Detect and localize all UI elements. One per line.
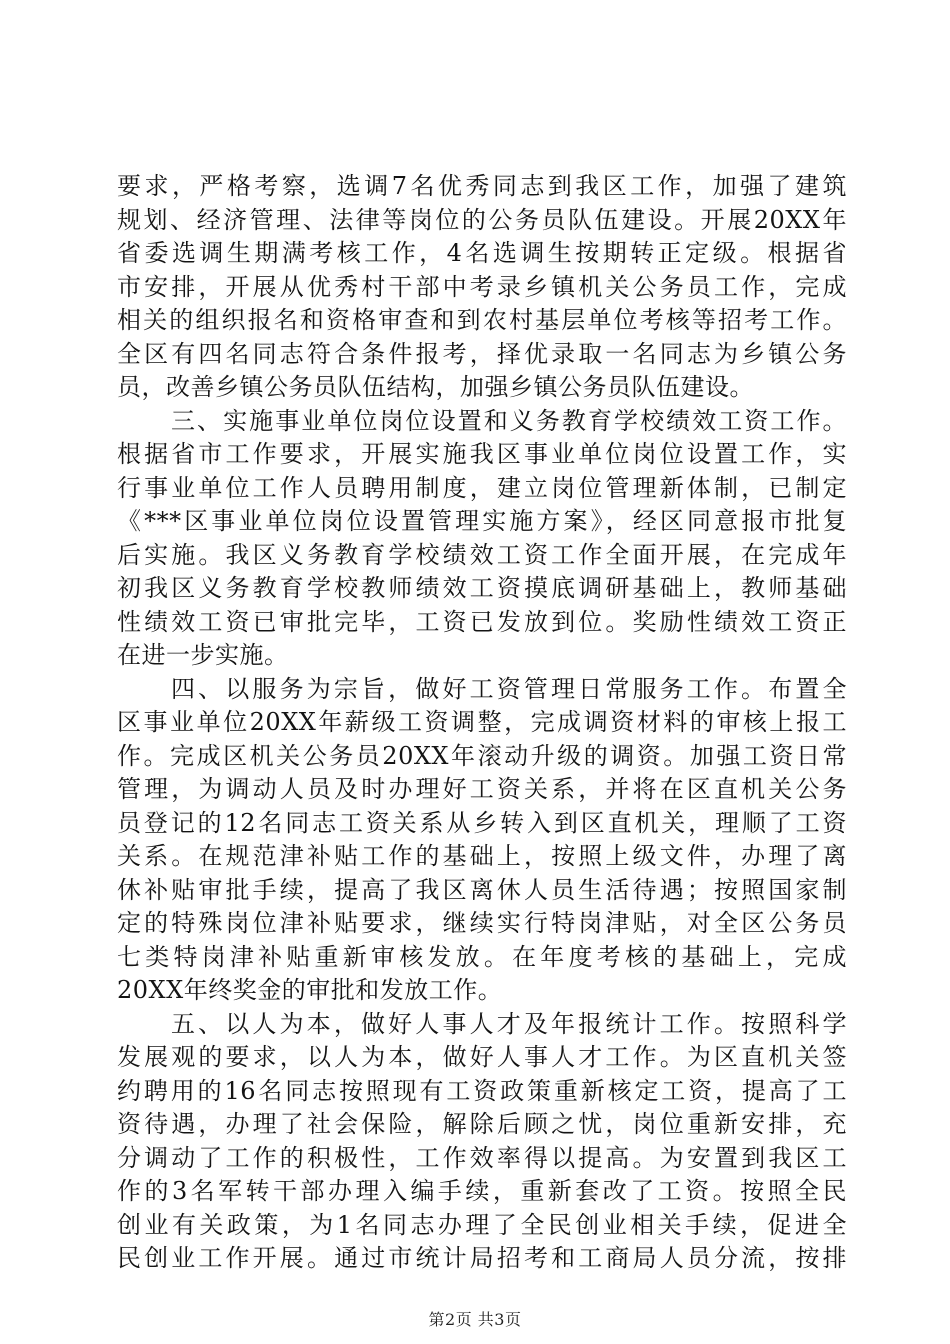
text-line: 创业有关政策，为1名同志办理了全民创业相关手续，促进全 (117, 1210, 847, 1239)
text-line: 初我区义务教育学校教师绩效工资摸底调研基础上，教师基础 (117, 574, 847, 602)
text-line: 《***区事业单位岗位设置管理实施方案》，经区同意报市批复 (117, 507, 847, 535)
text-line: 定的特殊岗位津补贴要求，继续实行特岗津贴，对全区公务员 (117, 909, 847, 937)
text-line: 省委选调生期满考核工作，4名选调生按期转正定级。根据省 (117, 239, 847, 267)
text-line: 性绩效工资已审批完毕，工资已发放到位。奖励性绩效工资正 (117, 607, 847, 636)
text-line: 发展观的要求，以人为本，做好人事人才工作。为区直机关签 (117, 1043, 847, 1071)
section-heading-3: 三、实施事业单位岗位设置和义务教育学校绩效工资工作。 (171, 406, 847, 435)
page-number-footer: 第2页 共3页 (428, 1310, 522, 1329)
text-line: 关系。在规范津补贴工作的基础上，按照上级文件，办理了离 (117, 842, 847, 870)
text-line: 要求，严格考察，选调7名优秀同志到我区工作，加强了建筑 (117, 172, 847, 200)
text-line: 员登记的12名同志工资关系从乡转入到区直机关，理顺了工资 (117, 808, 847, 837)
section-heading-4: 四、以服务为宗旨，做好工资管理日常服务工作。布置全 (171, 674, 847, 703)
text-line: 作的3名军转干部办理入编手续，重新套改了工资。按照全民 (117, 1177, 847, 1205)
text-line: 根据省市工作要求，开展实施我区事业单位岗位设置工作，实 (117, 440, 847, 468)
text-line: 相关的组织报名和资格审查和到农村基层单位考核等招考工作。 (117, 306, 847, 334)
text-line: 区事业单位20XX年薪级工资调整，完成调资材料的审核上报工 (117, 708, 847, 736)
text-line: 行事业单位工作人员聘用制度，建立岗位管理新体制，已制定 (117, 473, 847, 502)
text-line: 市安排，开展从优秀村干部中考录乡镇机关公务员工作，完成 (117, 272, 847, 301)
text-line: 七类特岗津补贴重新审核发放。在年度考核的基础上，完成 (117, 942, 847, 971)
document-body (117, 170, 847, 1276)
text-line: 规划、经济管理、法律等岗位的公务员队伍建设。开展20XX年 (117, 205, 847, 234)
text-line: 民创业工作开展。通过市统计局招考和工商局人员分流，按排 (117, 1244, 847, 1272)
text-line: 分调动了工作的积极性，工作效率得以提高。为安置到我区工 (117, 1143, 847, 1172)
text-line: 员，改善乡镇公务员队伍结构，加强乡镇公务员队伍建设。 (117, 373, 754, 401)
text-line: 20XX年终奖金的审批和发放工作。 (117, 976, 503, 1004)
section-heading-5: 五、以人为本，做好人事人才及年报统计工作。按照科学 (171, 1009, 847, 1038)
text-line: 休补贴审批手续，提高了我区离休人员生活待遇；按照国家制 (117, 875, 847, 904)
text-line: 约聘用的16名同志按照现有工资政策重新核定工资，提高了工 (117, 1076, 847, 1105)
text-line: 资待遇，办理了社会保险，解除后顾之忧，岗位重新安排，充 (117, 1110, 847, 1138)
text-line: 管理，为调动人员及时办理好工资关系，并将在区直机关公务 (117, 775, 847, 803)
text-line: 作。完成区机关公务员20XX年滚动升级的调资。加强工资日常 (117, 741, 847, 770)
text-line: 在进一步实施。 (117, 641, 289, 669)
text-line: 全区有四名同志符合条件报考，择优录取一名同志为乡镇公务 (117, 339, 847, 368)
text-line: 后实施。我区义务教育学校绩效工资工作全面开展，在完成年 (117, 540, 847, 569)
